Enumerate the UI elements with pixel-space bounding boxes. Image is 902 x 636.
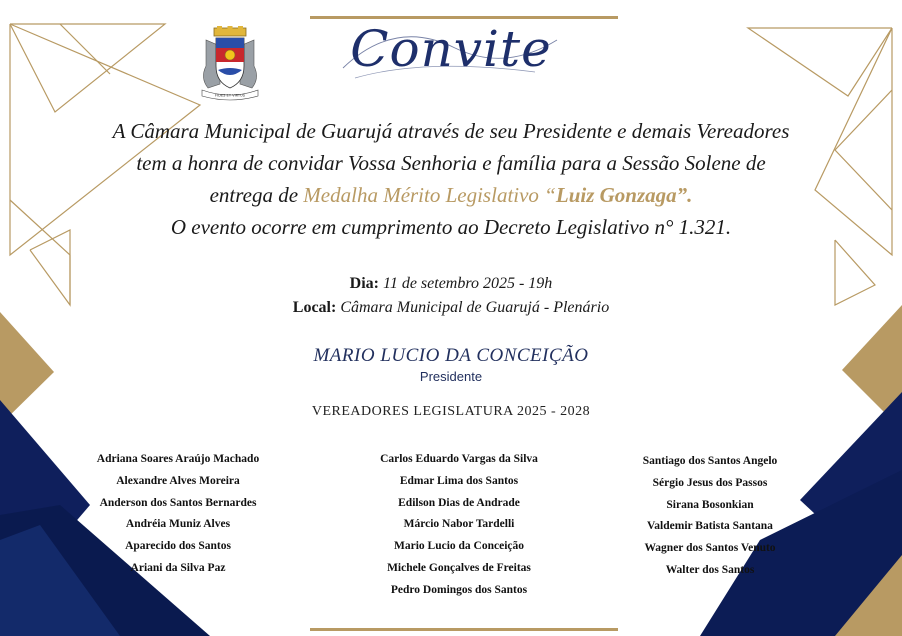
councillor-name: Sirana Bosonkian — [666, 498, 754, 511]
place-label: Local: — [292, 299, 337, 316]
event-date — [0, 272, 902, 296]
councillor-name: Edmar Lima dos Santos — [399, 474, 519, 487]
place-value: Câmara Municipal de Guarujá - Plenário — [340, 299, 610, 316]
president-name: MARIO LUCIO DA CONCEIÇÃO — [313, 345, 589, 366]
councillors-column-3 — [620, 451, 800, 582]
top-gold-rule — [310, 16, 618, 19]
date-value: 11 de setembro 2025 - 19h — [383, 275, 553, 292]
councillor-name: Wagner dos Santos Venuto — [644, 542, 776, 555]
councillor-name: Aparecido dos Santos — [125, 540, 231, 553]
councillor-name: Walter dos Santos — [665, 563, 755, 576]
honoree-name: Luiz Gonzaga”. — [555, 183, 693, 207]
councillor-name: Santiago dos Santos Angelo — [642, 455, 778, 467]
invitation-intro — [70, 115, 832, 243]
councillors-column-1 — [88, 449, 268, 580]
councillor-name: Pedro Domingos dos Santos — [390, 583, 528, 596]
intro-line-3-prefix: entrega de — [209, 183, 304, 207]
intro-line-4: O evento ocorre em cumprimento ao Decreto Legislativo n° 1.321. — [170, 215, 732, 239]
legislature-title: VEREADORES LEGISLATURA 2025 - 2028 — [311, 404, 591, 419]
councillor-name: Anderson dos Santos Bernardes — [99, 496, 257, 509]
invitation-title: Convite — [350, 20, 552, 78]
intro-line-2: tem a honra de convidar Vossa Senhoria e família para a Sessão Solene de — [136, 151, 766, 175]
councillor-name: Alexandre Alves Moreira — [116, 474, 240, 487]
medal-name: Medalha Mérito Legislativo “ — [303, 183, 556, 207]
event-place — [0, 296, 902, 320]
date-label: Dia: — [349, 275, 379, 292]
intro-line-3 — [70, 179, 832, 211]
councillor-name: Valdemir Batista Santana — [647, 520, 773, 533]
intro-line-1: A Câmara Municipal de Guarujá através de seu Presidente e demais Vereadores — [112, 119, 790, 143]
event-details — [0, 272, 902, 320]
councillor-name: Mario Lucio da Conceição — [394, 540, 524, 553]
councillor-name: Michele Gonçalves de Freitas — [387, 561, 531, 574]
crest-motto: FIDES ET VIRTUS — [214, 93, 246, 98]
bottom-gold-rule — [310, 628, 618, 631]
councillor-name: Sérgio Jesus dos Passos — [652, 476, 768, 489]
councillor-name: Edilson Dias de Andrade — [398, 496, 520, 509]
councillor-name: Ariani da Silva Paz — [130, 561, 226, 574]
councillor-name: Carlos Eduardo Vargas da Silva — [380, 453, 538, 465]
councillor-name: Andréia Muniz Alves — [125, 518, 231, 531]
councillor-name: Adriana Soares Araújo Machado — [96, 453, 260, 465]
councillor-name: Márcio Nabor Tardelli — [403, 518, 515, 531]
councillors-column-2 — [354, 449, 564, 602]
president-role: Presidente — [419, 369, 483, 384]
